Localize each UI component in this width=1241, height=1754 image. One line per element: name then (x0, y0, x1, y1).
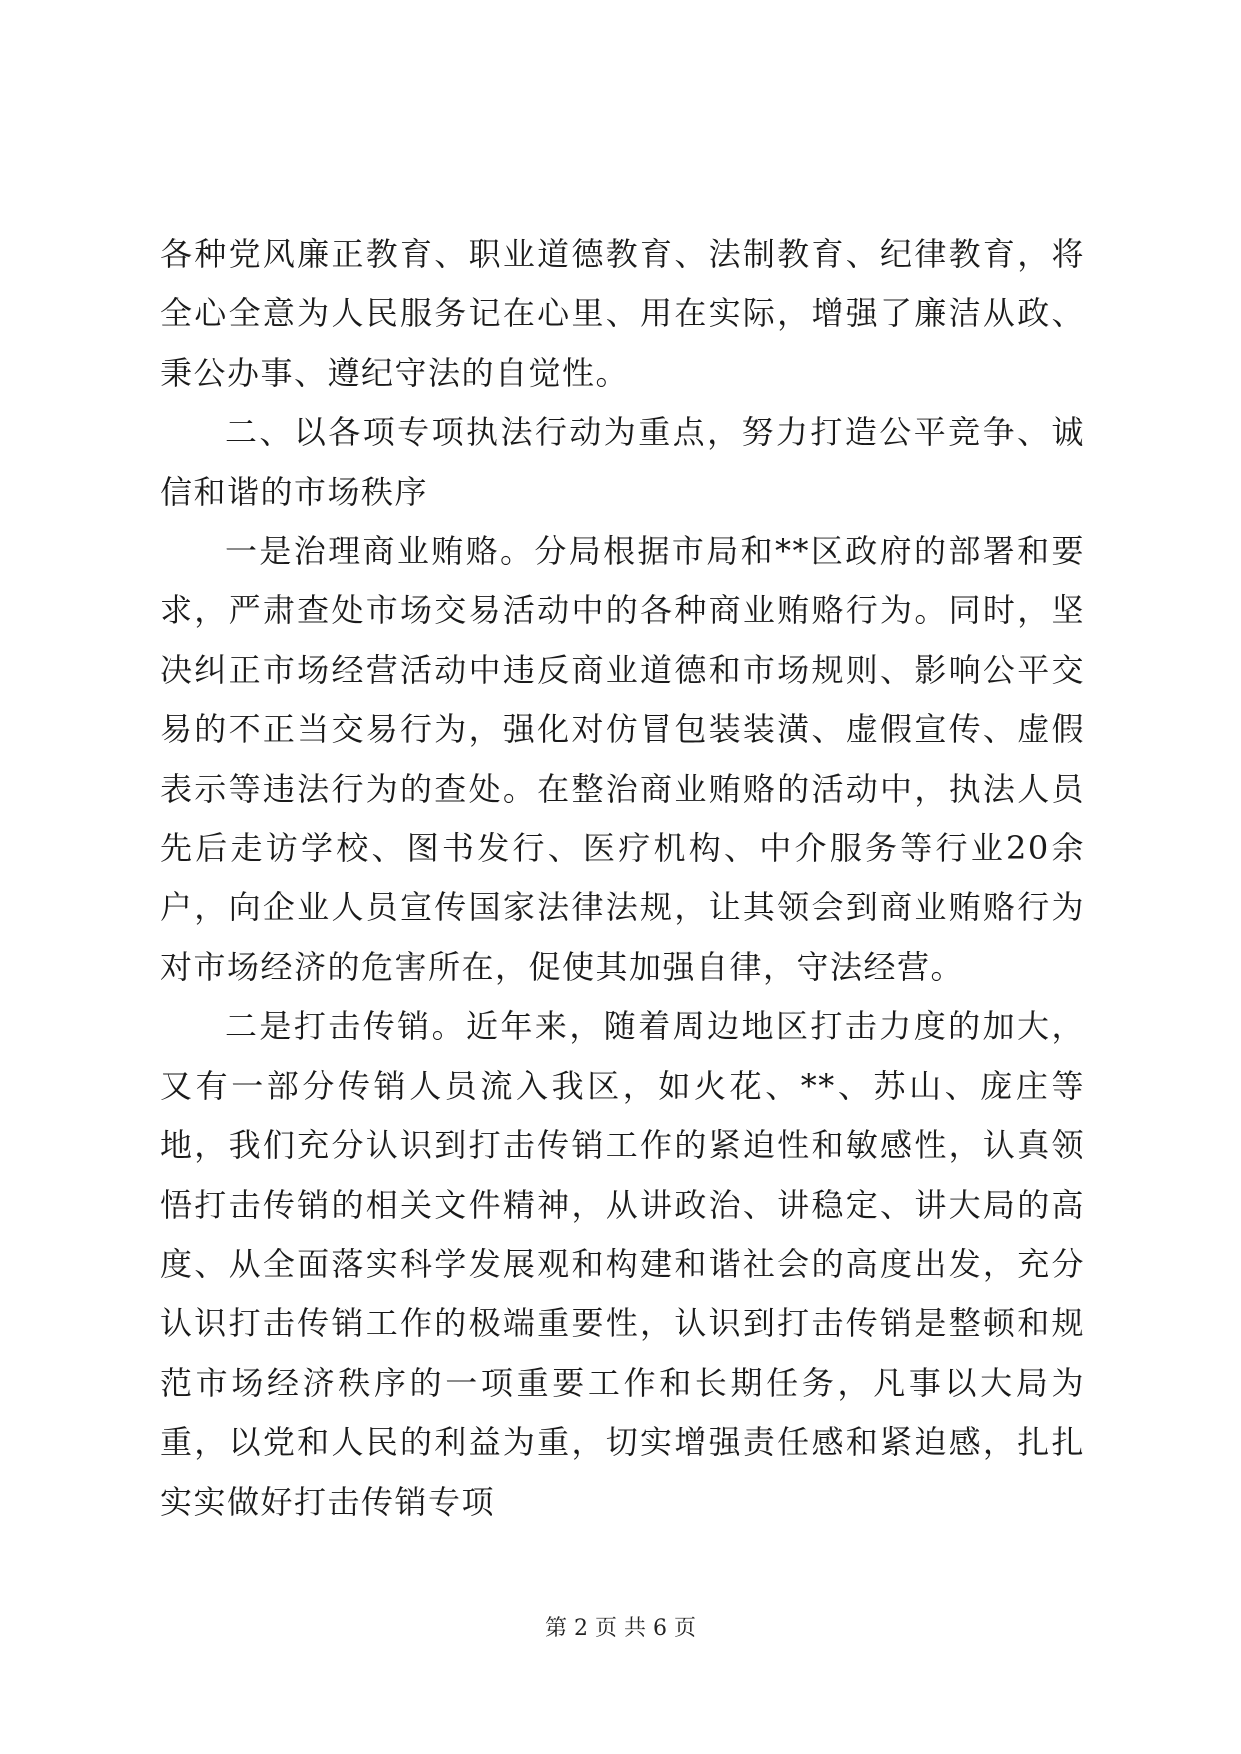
paragraph-commercial-bribery: 一是治理商业贿赂。分局根据市局和**区政府的部署和要求，严肃查处市场交易活动中的各种商业贿赂行为。同时，坚决纠正市场经营活动中违反商业道德和市场规则、影响公平交易的不正当交易行为，强化对仿冒包装装潢、虚假宣传、虚假表示等违法行为的查处。在整治商业贿赂的活动中，执法人员先后走访学校、图书发行、医疗机构、中介服务等行业20余户，向企业人员宣传国家法律法规，让其领会到商业贿赂行为对市场经济的危害所在，促使其加强自律，守法经营。 (160, 532, 1085, 986)
page-footer: 第 2 页 共 6 页 (545, 1616, 696, 1641)
body-text (160, 225, 1085, 1532)
paragraph-continuation: 各种党风廉正教育、职业道德教育、法制教育、纪律教育，将全心全意为人民服务记在心里、用在实际，增强了廉洁从政、秉公办事、遵纪守法的自觉性。 (160, 235, 1085, 392)
section-heading: 二、以各项专项执法行动为重点，努力打造公平竞争、诚信和谐的市场秩序 (160, 413, 1085, 511)
paragraph-pyramid-selling: 二是打击传销。近年来，随着周边地区打击力度的加大，又有一部分传销人员流入我区，如火花、**、苏山、庞庄等地，我们充分认识到打击传销工作的紧迫性和敏感性，认真领悟打击传销的相关文件精神，从讲政治、讲稳定、讲大局的高度、从全面落实科学发展观和构建和谐社会的高度出发，充分认识打击传销工作的极端重要性，认识到打击传销是整顿和规范市场经济秩序的一项重要工作和长期任务，凡事以大局为重，以党和人民的利益为重，切实增强责任感和紧迫感，扎扎实实做好打击传销专项 (160, 1007, 1085, 1521)
